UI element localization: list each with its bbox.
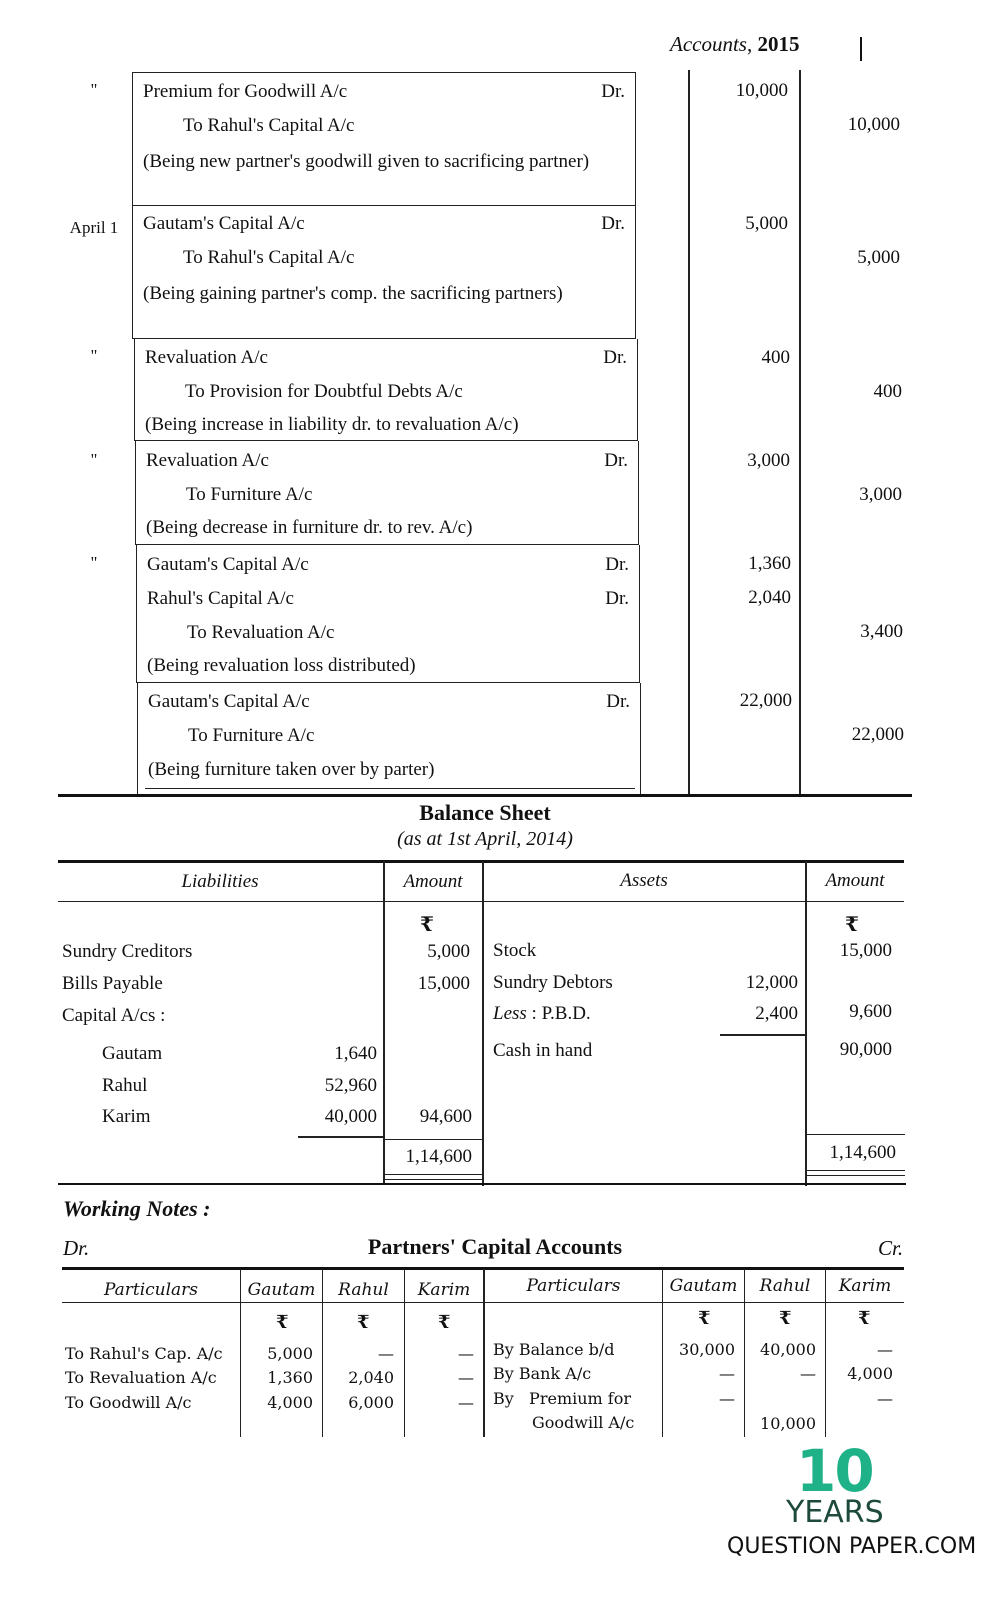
narration: (Being furniture taken over by parter): [148, 759, 435, 780]
debit-account: Revaluation A/c: [145, 347, 268, 368]
credit-amount: 3,000: [859, 484, 902, 505]
journal-date: April 1: [69, 218, 119, 237]
asset-label: [493, 1003, 591, 1025]
credit-account: To Rahul's Capital A/c: [183, 115, 355, 136]
debit-particulars: To Revaluation A/c: [65, 1368, 217, 1387]
partner-name: Karim: [102, 1106, 151, 1127]
col-karim: Karim: [417, 1280, 471, 1300]
karim-amount: —: [877, 1340, 893, 1359]
rupee-icon: ₹: [420, 914, 434, 936]
rahul-amount: —: [800, 1364, 816, 1383]
dr-heading: Dr.: [63, 1236, 90, 1260]
credit-amount: 400: [873, 381, 902, 402]
rahul-amount: 2,040: [348, 1368, 394, 1387]
entry-underline: [145, 788, 635, 789]
liability-amount: 15,000: [417, 973, 470, 994]
header-divider: [860, 37, 862, 61]
assets-total: 1,14,600: [829, 1142, 896, 1163]
asset-label: Sundry Debtors: [493, 972, 613, 993]
subtotal-rule: [720, 1034, 806, 1036]
dr-label: Dr.: [601, 81, 625, 102]
debit-amount: 5,000: [745, 213, 788, 234]
logo-years: YEARS: [786, 1495, 884, 1530]
rahul-amount: —: [378, 1344, 394, 1363]
gautam-amount: —: [719, 1364, 735, 1383]
capital-total: 94,600: [419, 1106, 472, 1127]
debit-amount: 3,000: [747, 450, 790, 471]
debit-particulars: To Rahul's Cap. A/c: [65, 1344, 223, 1363]
journal-date: ": [90, 553, 98, 572]
journal-column-rule: [688, 70, 690, 794]
total-double-rule: [384, 1174, 482, 1175]
karim-amount: 4,000: [847, 1364, 893, 1383]
header-subject: Accounts: [670, 32, 747, 56]
narration: (Being decrease in furniture dr. to rev. A/c): [146, 517, 473, 538]
liabilities-total: 1,14,600: [405, 1146, 472, 1167]
journal-column-rule: [799, 70, 801, 794]
col-karim: Karim: [838, 1276, 892, 1296]
liability-amount: 5,000: [427, 941, 470, 962]
journal-date: ": [90, 346, 98, 365]
total-double-rule: [384, 1179, 482, 1180]
liability-label: Sundry Creditors: [62, 941, 193, 962]
liability-label: Bills Payable: [62, 973, 163, 994]
less-label: Less: [493, 1003, 527, 1024]
dr-label: Dr.: [606, 691, 630, 712]
logo-site-name: QUESTION PAPER.COM: [727, 1534, 977, 1559]
journal-entry: [137, 683, 641, 795]
capital-accounts-title: Partners' Capital Accounts: [367, 1234, 623, 1259]
col-rahul: Rahul: [759, 1276, 811, 1296]
gautam-amount: 4,000: [267, 1393, 313, 1412]
capital-label: Capital A/cs :: [62, 1005, 166, 1026]
karim-amount: —: [877, 1389, 893, 1408]
narration: (Being revaluation loss distributed): [147, 655, 416, 676]
debit-particulars: To Goodwill A/c: [65, 1393, 192, 1412]
rahul-amount: 40,000: [760, 1340, 816, 1359]
asset-label: Cash in hand: [493, 1040, 593, 1061]
rupee-icon: ₹: [357, 1312, 370, 1332]
journal-date: ": [90, 450, 98, 469]
credit-particulars: Goodwill A/c: [532, 1413, 635, 1432]
asset-amount: 9,600: [849, 1001, 892, 1022]
rupee-icon: ₹: [845, 914, 859, 936]
asset-label: Stock: [493, 940, 537, 961]
assets-header: Assets: [620, 870, 668, 891]
journal-entry: [132, 205, 636, 339]
karim-amount: —: [458, 1344, 474, 1363]
liabilities-header: Liabilities: [181, 871, 259, 892]
total-double-rule: [805, 1175, 905, 1176]
credit-account: To Furniture A/c: [188, 725, 315, 746]
journal-entry: [132, 72, 636, 206]
rahul-amount: 6,000: [348, 1393, 394, 1412]
table-header-rule: [58, 901, 904, 902]
pbd-label: : P.B.D.: [526, 1003, 591, 1024]
asset-amount: 15,000: [839, 940, 892, 961]
partner-name: Gautam: [102, 1043, 163, 1064]
subtotal-rule: [298, 1136, 384, 1138]
credit-amount: 5,000: [857, 247, 900, 268]
rupee-icon: ₹: [438, 1312, 451, 1332]
debit-amount: 10,000: [735, 80, 788, 101]
narration: (Being gaining partner's comp. the sacrificing partners): [143, 283, 563, 304]
dr-label: Dr.: [603, 347, 627, 368]
dr-label: Dr.: [605, 588, 629, 609]
balance-sheet-subtitle: (as at 1st April, 2014): [397, 828, 573, 850]
page-header: Accounts, 2015: [670, 32, 800, 56]
total-top-rule: [805, 1134, 905, 1135]
table-top-rule: [58, 860, 904, 863]
partner-name: Rahul: [102, 1075, 148, 1096]
credit-particulars: By Bank A/c: [493, 1364, 592, 1383]
debit-account: Gautam's Capital A/c: [148, 691, 310, 712]
rupee-icon: ₹: [276, 1312, 289, 1332]
partner-capital: 1,640: [334, 1043, 377, 1064]
balance-sheet-title: Balance Sheet: [419, 800, 551, 825]
gautam-amount: 1,360: [267, 1368, 313, 1387]
debit-amount: 400: [761, 347, 790, 368]
column-rule: [482, 861, 484, 1186]
dr-label: Dr.: [601, 213, 625, 234]
section-divider: [58, 794, 912, 797]
dr-label: Dr.: [604, 450, 628, 471]
gautam-amount: 30,000: [679, 1340, 735, 1359]
narration: (Being increase in liability dr. to revaluation A/c): [145, 414, 519, 435]
table-bottom-rule: [58, 1183, 906, 1185]
credit-account: To Furniture A/c: [186, 484, 313, 505]
debit-account: Gautam's Capital A/c: [147, 554, 309, 575]
credit-account: To Rahul's Capital A/c: [183, 247, 355, 268]
journal-entry: [134, 339, 638, 441]
col-particulars: Particulars: [526, 1276, 621, 1296]
col-particulars: Particulars: [103, 1280, 199, 1300]
debit-account: Revaluation A/c: [146, 450, 269, 471]
credit-amount: 22,000: [851, 724, 904, 745]
debit-amount: 22,000: [739, 690, 792, 711]
debit-account: Gautam's Capital A/c: [143, 213, 305, 234]
col-gautam: Gautam: [247, 1280, 316, 1300]
credit-amount: 10,000: [847, 114, 900, 135]
col-rahul: Rahul: [338, 1280, 389, 1300]
header-year: 2015: [757, 32, 800, 56]
dr-label: Dr.: [605, 554, 629, 575]
credit-particulars: By Balance b/d: [493, 1340, 615, 1359]
asset-sub-amount: 2,400: [755, 1003, 798, 1024]
asset-sub-amount: 12,000: [745, 972, 798, 993]
credit-account: To Revaluation A/c: [187, 622, 335, 643]
debit-account: Rahul's Capital A/c: [147, 588, 294, 609]
total-top-rule: [384, 1139, 482, 1140]
gautam-amount: 5,000: [267, 1344, 313, 1363]
journal-entry: [135, 441, 639, 545]
column-rule: [805, 861, 807, 1186]
amount-header: Amount: [403, 871, 463, 892]
cr-heading: Cr.: [878, 1236, 904, 1260]
partner-capital: 40,000: [324, 1106, 377, 1127]
amount-header: Amount: [825, 870, 885, 891]
rupee-icon: ₹: [779, 1308, 792, 1328]
credit-amount: 3,400: [860, 621, 903, 642]
rahul-amount: 10,000: [760, 1414, 816, 1433]
debit-amount: 1,360: [748, 553, 791, 574]
total-double-rule: [805, 1170, 905, 1171]
journal-entry: [136, 545, 640, 683]
journal-date: ": [90, 80, 98, 99]
narration: (Being new partner's goodwill given to sacrificing partner): [143, 151, 590, 172]
rupee-icon: ₹: [858, 1308, 871, 1328]
logo-number: 10: [796, 1437, 873, 1505]
debit-account: Premium for Goodwill A/c: [143, 81, 348, 102]
col-gautam: Gautam: [669, 1276, 738, 1296]
working-notes-title: Working Notes :: [63, 1196, 211, 1221]
credit-particulars: By Premium for: [493, 1389, 631, 1408]
asset-amount: 90,000: [839, 1039, 892, 1060]
rupee-icon: ₹: [698, 1308, 711, 1328]
debit-amount: 2,040: [748, 587, 791, 608]
gautam-amount: —: [719, 1389, 735, 1408]
karim-amount: —: [458, 1393, 474, 1412]
karim-amount: —: [458, 1368, 474, 1387]
partner-capital: 52,960: [324, 1075, 377, 1096]
credit-account: To Provision for Doubtful Debts A/c: [185, 381, 463, 402]
